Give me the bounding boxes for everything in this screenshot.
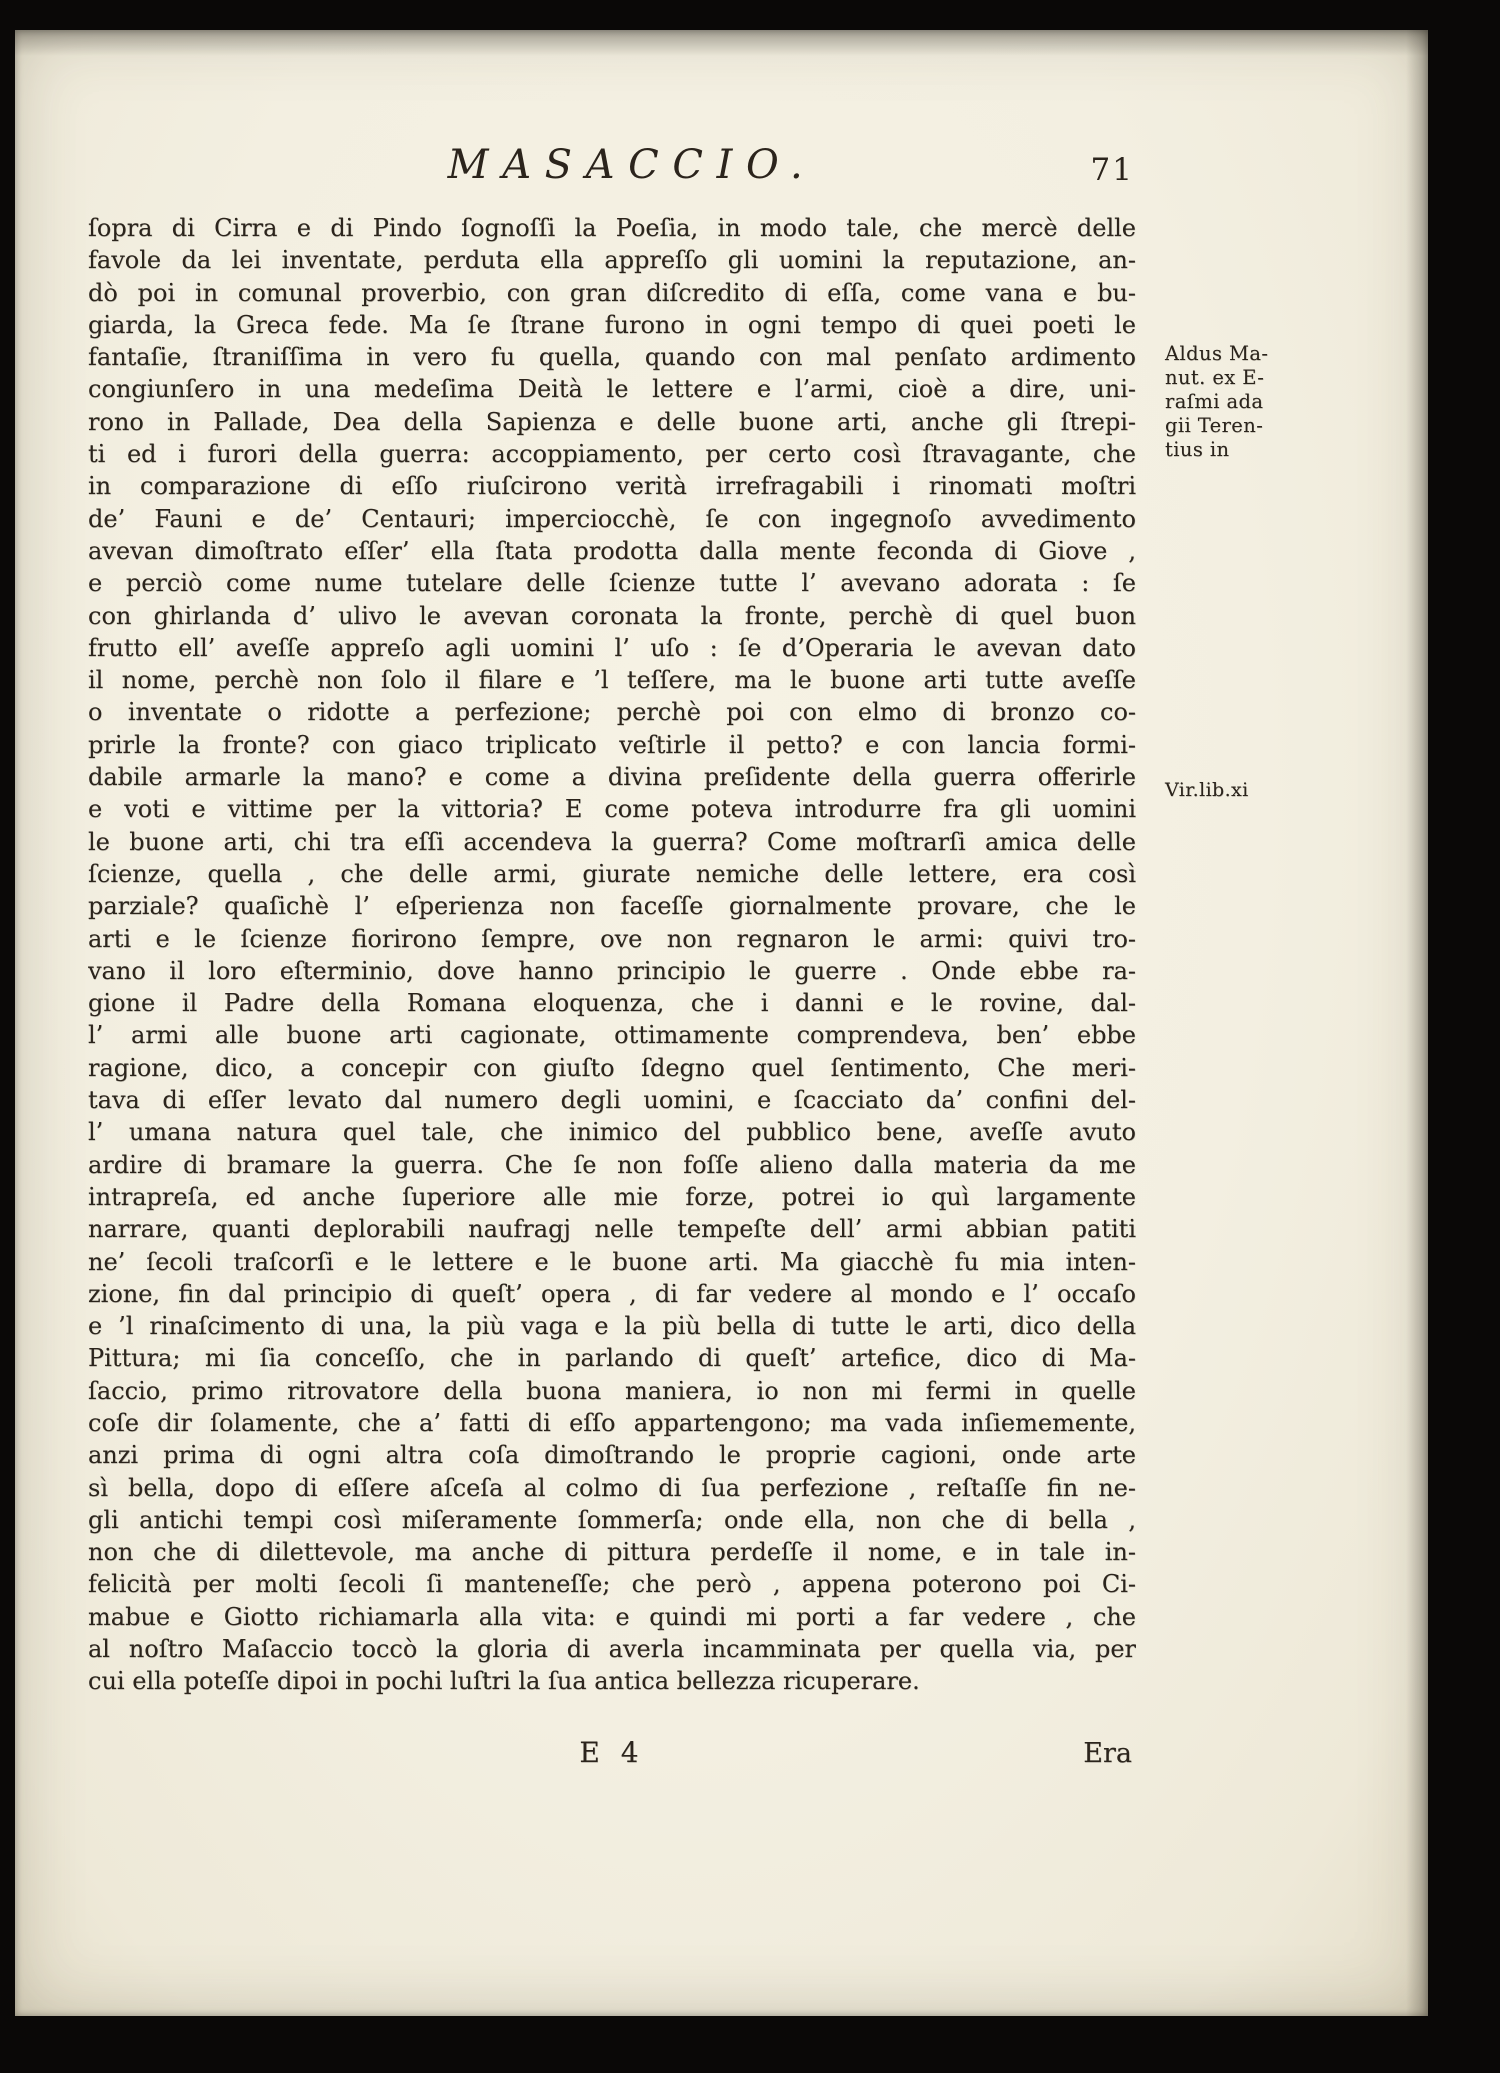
text-line: mabue e Giotto richiamarla alla vita: e quindi mi porti a far vedere , che [88, 1602, 1136, 1631]
page-footer [88, 1736, 1136, 1780]
book-page [15, 30, 1428, 2016]
note-line: tius in [1165, 438, 1230, 461]
text-line: ti ed i furori della guerra: accoppiamento, per certo così ſtravagante, che [88, 440, 1136, 469]
text-line: ardire di bramare la guerra. Che ſe non foſſe alieno dalla materia da me [88, 1150, 1136, 1179]
note-line: raſmi ada [1165, 390, 1264, 413]
text-line: gione il Padre della Romana eloquenza, che i danni e le rovine, dal- [88, 989, 1136, 1018]
text-line: ragione, dico, a concepir con giuſto ſdegno quel ſentimento, Che meri- [88, 1053, 1136, 1082]
text-line: arti e le ſcienze fiorirono ſempre, ove non regnaron le armi: quivi tro- [88, 924, 1136, 953]
text-line: gli antichi tempi così miſeramente ſommerſa; onde ella, non che di bella , [88, 1505, 1136, 1534]
text-line: narrare, quanti deplorabili naufragj nelle tempeſte dell’ armi abbian patiti [88, 1215, 1136, 1244]
text-line: coſe dir ſolamente, che a’ fatti di eſſo appartengono; ma vada inſiememente, [88, 1408, 1136, 1437]
note-line: Aldus Ma- [1165, 342, 1269, 365]
note-line: Vir.lib.xi [1165, 779, 1249, 801]
page-header [88, 142, 1136, 202]
signature-mark: E 4 [579, 1736, 645, 1769]
text-line: congiunſero in una medeſima Deità le lettere e l’armi, cioè a dire, uni- [88, 375, 1136, 404]
text-line: il nome, perchè non ſolo il filare e ’l teſſere, ma le buone arti tutte aveſſe [88, 666, 1136, 695]
catchword: Era [1083, 1738, 1132, 1769]
text-line: e perciò come nume tutelare delle ſcienze tutte l’ avevano adorata : ſe [88, 569, 1136, 598]
page-title: MASACCIO. [447, 142, 817, 188]
text-line: intrapreſa, ed anche ſuperiore alle mie forze, potrei io quì largamente [88, 1182, 1136, 1211]
text-line: o inventate o ridotte a perfezione; perchè poi con elmo di bronzo co- [88, 698, 1136, 727]
note-line: nut. ex E- [1165, 366, 1265, 389]
text-line: l’ armi alle buone arti cagionate, ottimamente comprendeva, ben’ ebbe [88, 1021, 1136, 1050]
text-line: dò poi in comunal proverbio, con gran diſcredito di eſſa, come vana e bu- [88, 278, 1136, 307]
text-line: frutto ell’ aveſſe appreſo agli uomini l’ uſo : ſe d’Operaria le avevan dato [88, 633, 1136, 662]
text-line: rono in Pallade, Dea della Sapienza e delle buone arti, anche gli ſtrepi- [88, 407, 1136, 436]
body-text [88, 212, 1136, 1698]
text-line: l’ umana natura quel tale, che inimico del pubblico bene, aveſſe avuto [88, 1118, 1136, 1147]
text-line: Pittura; mi ſia conceſſo, che in parlando di queſt’ artefice, dico di Ma- [88, 1344, 1136, 1373]
text-line: ne’ ſecoli traſcorſi e le lettere e le buone arti. Ma giacchè fu mia inten- [88, 1247, 1136, 1276]
text-line: e voti e vittime per la vittoria? E come poteva introdurre fra gli uomini [88, 795, 1136, 824]
text-line: dabile armarle la mano? e come a divina preſidente della guerra offerirle [88, 763, 1136, 792]
text-line: cui ella poteſſe dipoi in pochi luſtri la ſua antica bellezza ricuperare. [88, 1667, 920, 1696]
text-line: parziale? quaſichè l’ eſperienza non faceſſe giornalmente provare, che le [88, 892, 1136, 921]
margin-note-citation [1165, 342, 1325, 462]
text-line: ſaccio, primo ritrovatore della buona maniera, io non mi fermi in quelle [88, 1376, 1136, 1405]
text-line: zione, fin dal principio di queſt’ opera , di far vedere al mondo e l’ occaſo [88, 1279, 1136, 1308]
margin-note-virgil [1165, 778, 1325, 802]
text-line: fantaſie, ſtraniſſima in vero fu quella, quando con mal penſato ardimento [88, 343, 1136, 372]
text-line: con ghirlanda d’ ulivo le avevan coronata la fronte, perchè di quel buon [88, 601, 1136, 630]
text-line: sì bella, dopo di eſſere aſceſa al colmo di ſua perfezione , reſtaſſe fin ne- [88, 1473, 1136, 1502]
text-line: in comparazione di eſſo riuſcirono verità irrefragabili i rinomati moſtri [88, 472, 1136, 501]
text-line: non che di dilettevole, ma anche di pittura perdeſſe il nome, e in tale in- [88, 1538, 1136, 1567]
text-line: favole da lei inventate, perduta ella appreſſo gli uomini la reputazione, an- [88, 246, 1136, 275]
text-line: vano il loro eſterminio, dove hanno principio le guerre . Onde ebbe ra- [88, 956, 1136, 985]
text-line: anzi prima di ogni altra coſa dimoſtrando le proprie cagioni, onde arte [88, 1441, 1136, 1470]
text-line: giarda, la Greca fede. Ma ſe ſtrane furono in ogni tempo di quei poeti le [88, 310, 1136, 339]
note-line: gii Teren- [1165, 414, 1264, 437]
text-line: le buone arti, chi tra eſſi accendeva la guerra? Come moſtrarſi amica delle [88, 827, 1136, 856]
text-line: ſcienze, quella , che delle armi, giurate nemiche delle lettere, era così [88, 859, 1136, 888]
text-line: de’ Fauni e de’ Centauri; imperciocchè, ſe con ingegnoſo avvedimento [88, 504, 1136, 533]
text-line: avevan dimoſtrato eſſer’ ella ſtata prodotta dalla mente feconda di Giove , [88, 536, 1136, 565]
text-line: felicità per molti ſecoli ſi manteneſſe; che però , appena poterono poi Ci- [88, 1570, 1136, 1599]
text-line: e ’l rinaſcimento di una, la più vaga e la più bella di tutte le arti, dico della [88, 1312, 1136, 1341]
text-line: ſopra di Cirra e di Pindo ſognoſſi la Poeſia, in modo tale, che mercè delle [88, 214, 1136, 242]
text-line: tava di eſſer levato dal numero degli uomini, e ſcacciato da’ confini del- [88, 1086, 1136, 1115]
page-number: 71 [1090, 152, 1134, 188]
text-line: prirle la fronte? con giaco triplicato veſtirle il petto? e con lancia formi- [88, 730, 1136, 759]
text-line: al noſtro Maſaccio toccò la gloria di averla incamminata per quella via, per [88, 1635, 1136, 1664]
